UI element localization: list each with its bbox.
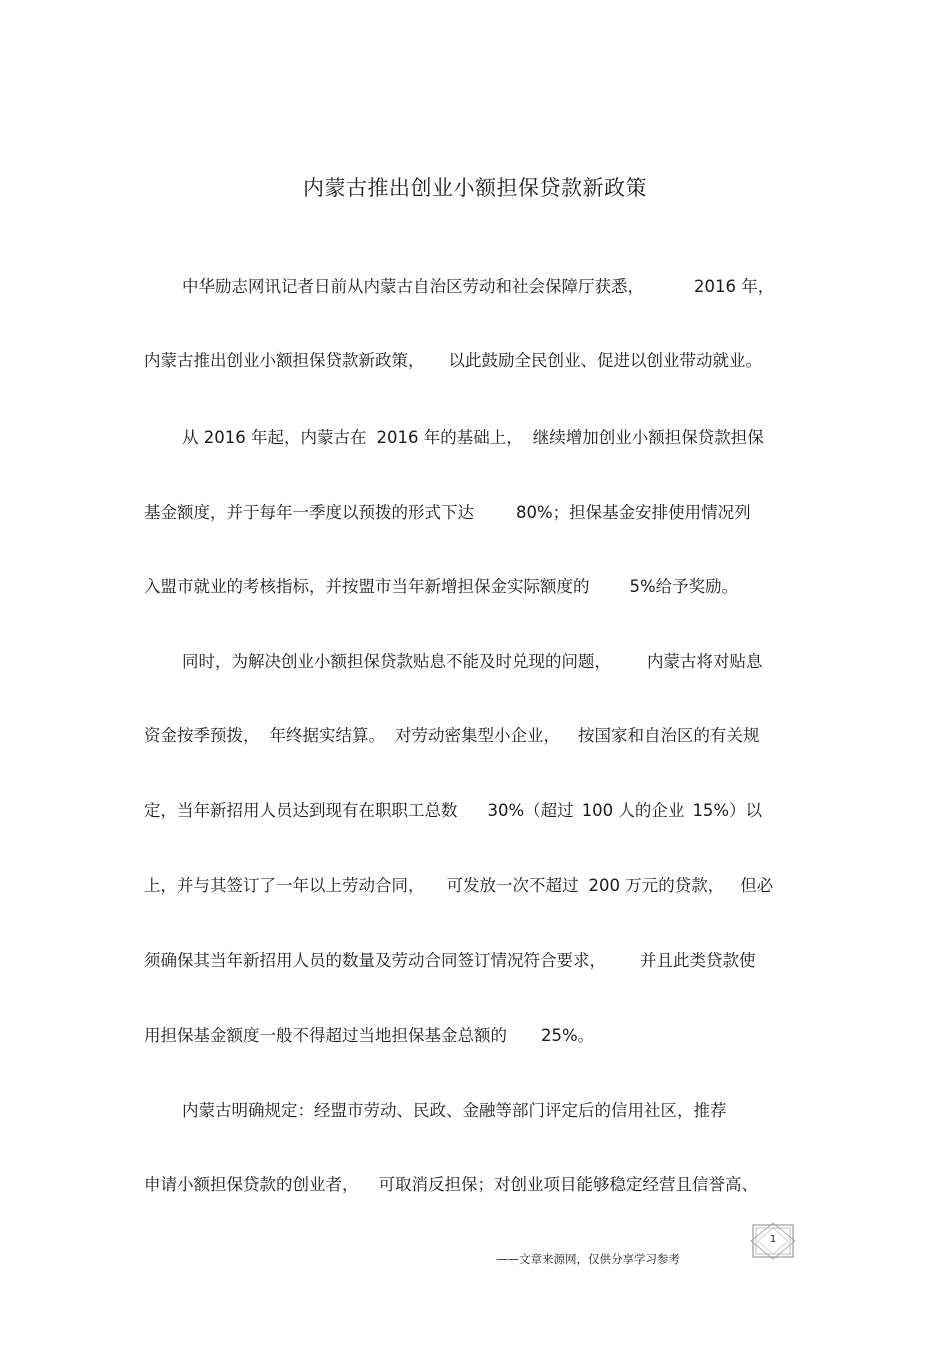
- text-segment: 但必: [740, 876, 774, 895]
- paragraph-line: [144, 1025, 808, 1047]
- text-segment: 从 2016 年起，内蒙古在: [182, 428, 367, 447]
- paragraph-line: [144, 725, 808, 747]
- paragraph-line: [182, 1100, 808, 1122]
- paragraph-line: [144, 875, 808, 897]
- text-segment: 可发放一次不超过: [446, 876, 579, 895]
- text-segment: 100 人的企业: [581, 801, 685, 820]
- text-segment: 以此鼓励全民创业、促进以创业带动就业。: [448, 351, 762, 370]
- text-segment: 2016 年的基础上，: [376, 428, 523, 447]
- text-segment: 申请小额担保贷款的创业者，: [144, 1175, 359, 1194]
- text-segment: 25%。: [541, 1026, 595, 1045]
- text-segment: 中华励志网讯记者日前从内蒙古自治区劳动和社会保障厅获悉，: [182, 277, 644, 296]
- paragraph-line: [144, 350, 808, 372]
- text-segment: 对劳动密集型小企业，: [395, 726, 560, 745]
- text-segment: 定，当年新招用人员达到现有在职职工总数: [144, 801, 458, 820]
- text-segment: 年终据实结算。: [269, 726, 385, 745]
- text-segment: 资金按季预拨，: [144, 726, 260, 745]
- page-number-badge: [750, 1222, 796, 1260]
- document-title: 内蒙古推出创业小额担保贷款新政策: [303, 176, 647, 200]
- text-segment: 基金额度，并于每年一季度以预拨的形式下达: [144, 503, 474, 522]
- paragraph-line: [182, 276, 808, 298]
- text-segment: 15%）以: [692, 801, 763, 820]
- paragraph-line: [144, 950, 808, 972]
- paragraph-line: [144, 576, 808, 598]
- paragraph-line: [144, 502, 808, 524]
- text-segment: 继续增加创业小额担保贷款担保: [532, 428, 764, 447]
- text-segment: 内蒙古推出创业小额担保贷款新政策，: [144, 351, 425, 370]
- text-segment: 30%（超过: [487, 801, 574, 820]
- source-note: ——文章来源网，仅供分享学习参考: [496, 1252, 680, 1266]
- text-segment: 内蒙古将对贴息: [647, 652, 763, 671]
- text-segment: 可取消反担保；对创业项目能够稳定经营且信誉高、: [378, 1175, 758, 1194]
- text-segment: 80%；担保基金安排使用情况列: [516, 503, 751, 522]
- text-segment: 上，并与其签订了一年以上劳动合同，: [144, 876, 425, 895]
- text-segment: 按国家和自治区的有关规: [578, 726, 760, 745]
- paragraph-line: [144, 800, 808, 822]
- paragraph-line: [182, 427, 808, 449]
- text-segment: 须确保其当年新招用人员的数量及劳动合同签订情况符合要求，: [144, 951, 606, 970]
- text-segment: 用担保基金额度一般不得超过当地担保基金总额的: [144, 1026, 507, 1045]
- text-segment: 5%给予奖励。: [629, 577, 739, 596]
- paragraph-line: [182, 651, 808, 673]
- text-segment: 并且此类贷款使: [640, 951, 756, 970]
- paragraph-line: [144, 1174, 808, 1196]
- text-segment: 内蒙古明确规定：经盟市劳动、民政、金融等部门评定后的信用社区，推荐: [182, 1101, 727, 1120]
- text-segment: 同时，为解决创业小额担保贷款贴息不能及时兑现的问题，: [182, 652, 611, 671]
- text-segment: 2016 年，: [694, 277, 775, 296]
- page-number: 1: [769, 1234, 777, 1245]
- text-segment: 入盟市就业的考核指标，并按盟市当年新增担保金实际额度的: [144, 577, 590, 596]
- text-segment: 200 万元的贷款，: [588, 876, 725, 895]
